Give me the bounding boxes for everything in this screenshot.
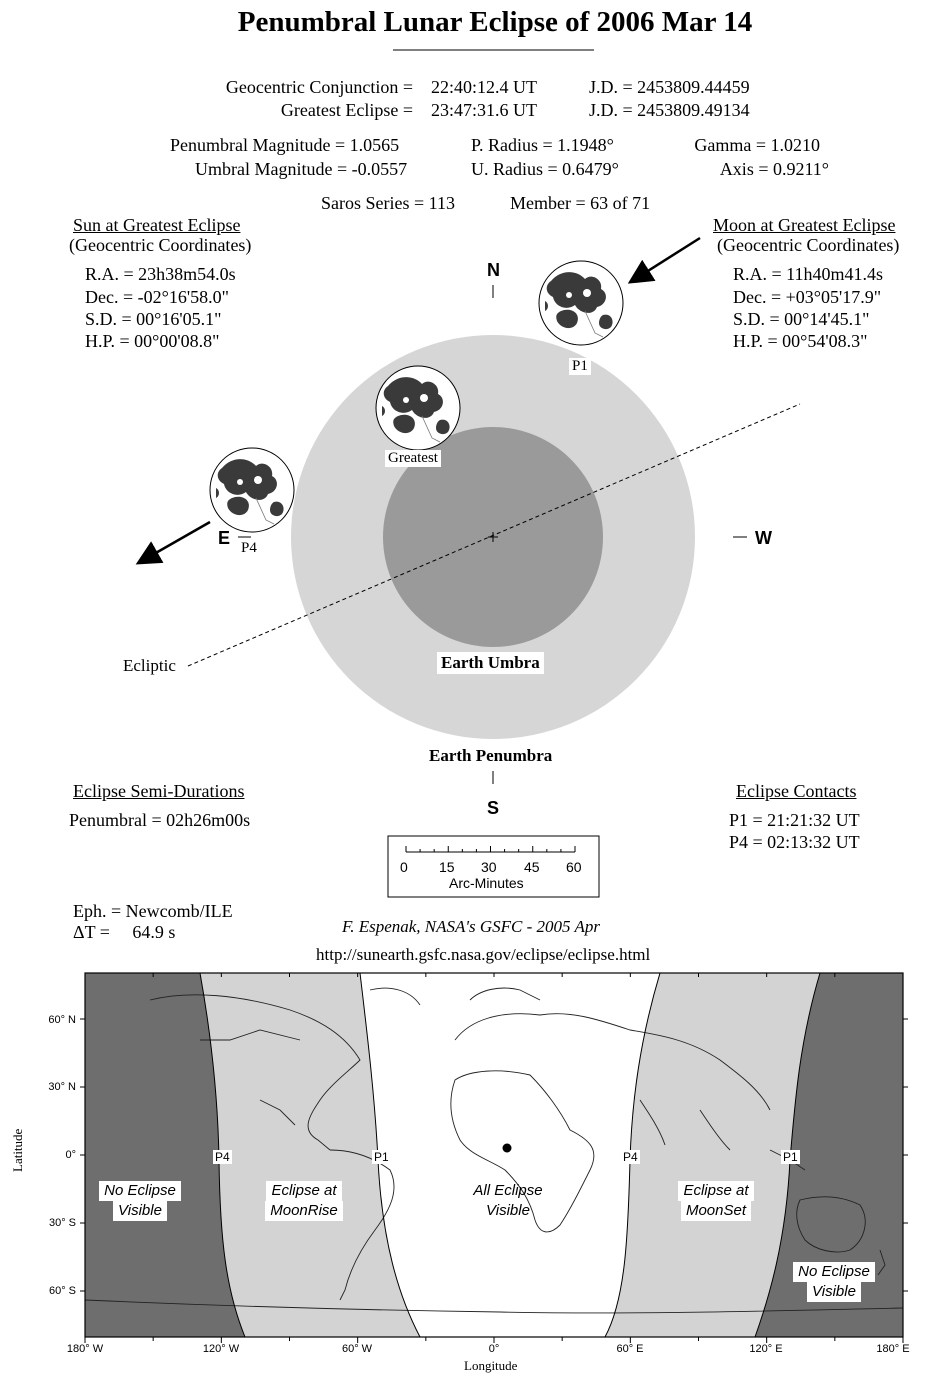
sun-dec: Dec. = -02°16'58.0" [85, 287, 229, 307]
greatest-eclipse-time: 23:47:31.6 UT [431, 100, 537, 120]
map-p4-east: P4 [623, 1150, 638, 1164]
lon-tick-120w: 120° W [202, 1343, 240, 1355]
scale-tick-15: 15 [439, 859, 455, 875]
greatest-eclipse-label: Greatest Eclipse = [280, 100, 413, 120]
umbral-magnitude: Umbral Magnitude = -0.0557 [195, 159, 408, 179]
lat-tick-0: 0° [65, 1149, 76, 1161]
scale-tick-60: 60 [566, 859, 582, 875]
moon-hp: H.P. = 00°54'08.3" [733, 331, 868, 351]
map-ylabel: Latitude [10, 1128, 25, 1172]
page-title: Penumbral Lunar Eclipse of 2006 Mar 14 [237, 6, 753, 38]
earth-penumbra-label: Earth Penumbra [429, 746, 553, 765]
conjunction-time: 22:40:12.4 UT [431, 77, 537, 97]
lon-tick-180w: 180° W [66, 1343, 104, 1355]
scale-tick-0: 0 [400, 859, 408, 875]
region-no-eclipse-west: No Eclipse Visible [88, 1181, 192, 1221]
lon-tick-180e: 180° E [876, 1343, 910, 1355]
all-eclipse-region [360, 973, 660, 1337]
penumbral-magnitude: Penumbral Magnitude = 1.0565 [170, 135, 400, 155]
saros-member: Member = 63 of 71 [510, 193, 651, 213]
earth-umbra-label: Earth Umbra [437, 652, 544, 674]
moon-heading: Moon at Greatest Eclipse [713, 215, 896, 235]
greatest-label: Greatest [385, 450, 441, 467]
axis-value: Axis = 0.9211° [719, 159, 829, 179]
west-label: W [755, 528, 772, 548]
scale-label: Arc-Minutes [449, 875, 524, 891]
contacts-heading: Eclipse Contacts [736, 781, 857, 801]
lon-tick-60w: 60° W [341, 1343, 373, 1355]
p4-label: P4 [238, 540, 260, 557]
lat-tick-30s: 30° S [48, 1217, 76, 1229]
map-p4-west: P4 [215, 1150, 230, 1164]
moon-sd: S.D. = 00°14'45.1" [733, 309, 870, 329]
gamma-value: Gamma = 1.0210 [694, 135, 820, 155]
saros-series: Saros Series = 113 [321, 193, 455, 213]
conjunction-label: Geocentric Conjunction = [225, 77, 413, 97]
lat-tick-60n: 60° N [48, 1014, 76, 1026]
penumbral-duration: Penumbral = 02h26m00s [69, 810, 251, 830]
map-xlabel: Longitude [464, 1358, 518, 1373]
map-p1-west: P1 [374, 1150, 389, 1164]
scale-tick-45: 45 [524, 859, 540, 875]
delta-t: ΔT = 64.9 s [73, 922, 176, 942]
moon-subheading: (Geocentric Coordinates) [717, 235, 900, 255]
conjunction-jd: J.D. = 2453809.44459 [589, 77, 750, 97]
umbral-radius: U. Radius = 0.6479° [471, 159, 619, 179]
lon-tick-120e: 120° E [749, 1343, 783, 1355]
contact-p1: P1 = 21:21:32 UT [729, 810, 860, 830]
sun-hp: H.P. = 00°00'08.8" [85, 331, 220, 351]
semi-durations-heading: Eclipse Semi-Durations [73, 781, 245, 801]
sun-subheading: (Geocentric Coordinates) [69, 235, 252, 255]
region-no-eclipse-east: No Eclipse Visible [782, 1262, 886, 1302]
lon-tick-60e: 60° E [616, 1343, 644, 1355]
region-moonrise: Eclipse at MoonRise [252, 1181, 356, 1221]
region-all-eclipse: All Eclipse Visible [473, 1182, 543, 1219]
ecliptic-label: Ecliptic [123, 656, 176, 675]
scale-tick-30: 30 [481, 859, 497, 875]
penumbral-radius: P. Radius = 1.1948° [471, 135, 614, 155]
sun-sd: S.D. = 00°16'05.1" [85, 309, 222, 329]
p1-label: P1 [569, 358, 591, 375]
moon-dec: Dec. = +03°05'17.9" [733, 287, 882, 307]
lat-tick-30n: 30° N [48, 1081, 76, 1093]
map-p1-east: P1 [783, 1150, 798, 1164]
north-label: N [487, 260, 500, 280]
lon-tick-0: 0° [488, 1343, 500, 1355]
contact-p4: P4 = 02:13:32 UT [729, 832, 860, 852]
greatest-eclipse-jd: J.D. = 2453809.49134 [589, 100, 750, 120]
south-label: S [487, 798, 500, 818]
region-moonset: Eclipse at MoonSet [664, 1181, 768, 1221]
source-url: http://sunearth.gsfc.nasa.gov/eclipse/eclipse.html [316, 945, 651, 964]
ephemeris: Eph. = Newcomb/ILE [73, 901, 233, 921]
sun-ra: R.A. = 23h38m54.0s [85, 264, 236, 284]
moon-ra: R.A. = 11h40m41.4s [733, 264, 883, 284]
sun-heading: Sun at Greatest Eclipse [73, 215, 241, 235]
east-label: E [218, 528, 231, 548]
greatest-eclipse-point [503, 1144, 512, 1153]
lat-tick-60s: 60° S [48, 1285, 76, 1297]
credit-line: F. Espenak, NASA's GSFC - 2005 Apr [342, 917, 600, 936]
